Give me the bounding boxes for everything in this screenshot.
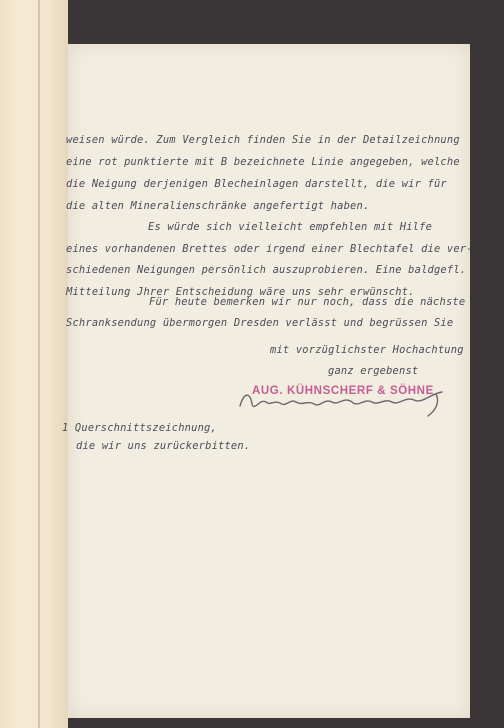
letter-line: Mitteilung Jhrer Entscheidung wäre uns sehr erwünscht.: [66, 286, 415, 298]
letter-line: die Neigung derjenigen Blecheinlagen darstellt, die wir für: [66, 178, 447, 190]
handwritten-signature: [236, 388, 450, 418]
enclosure-line: die wir uns zurückerbitten.: [76, 440, 251, 452]
company-stamp: AUG. KÜHNSCHERF & SÖHNE: [252, 385, 434, 397]
letter-line: schiedenen Neigungen persönlich auszuprobieren. Eine baldgefl.: [66, 264, 467, 276]
letter-line: Schranksendung übermorgen Dresden verlässt und begrüssen Sie: [66, 317, 454, 329]
letter-line: die alten Mineralienschränke angefertigt haben.: [66, 200, 370, 212]
letter-sheet: [62, 44, 473, 718]
letter-line: Es würde sich vielleicht empfehlen mit Hilfe: [148, 221, 433, 233]
page-fold: [38, 0, 40, 728]
closing-line: ganz ergebenst: [328, 365, 419, 377]
letter-line: weisen würde. Zum Vergleich finden Sie in der Detailzeichnung: [66, 134, 460, 146]
letter-line: Für heute bemerken wir nur noch, dass die nächste: [149, 296, 466, 308]
adjacent-page: [0, 0, 68, 728]
enclosure-line: 1 Querschnittszeichnung,: [62, 422, 217, 434]
letter-line: eines vorhandenen Brettes oder irgend einer Blechtafel die ver-: [66, 243, 473, 255]
letter-line: eine rot punktierte mit B bezeichnete Linie angegeben, welche: [66, 156, 460, 168]
closing-line: mit vorzüglichster Hochachtung: [270, 344, 464, 356]
